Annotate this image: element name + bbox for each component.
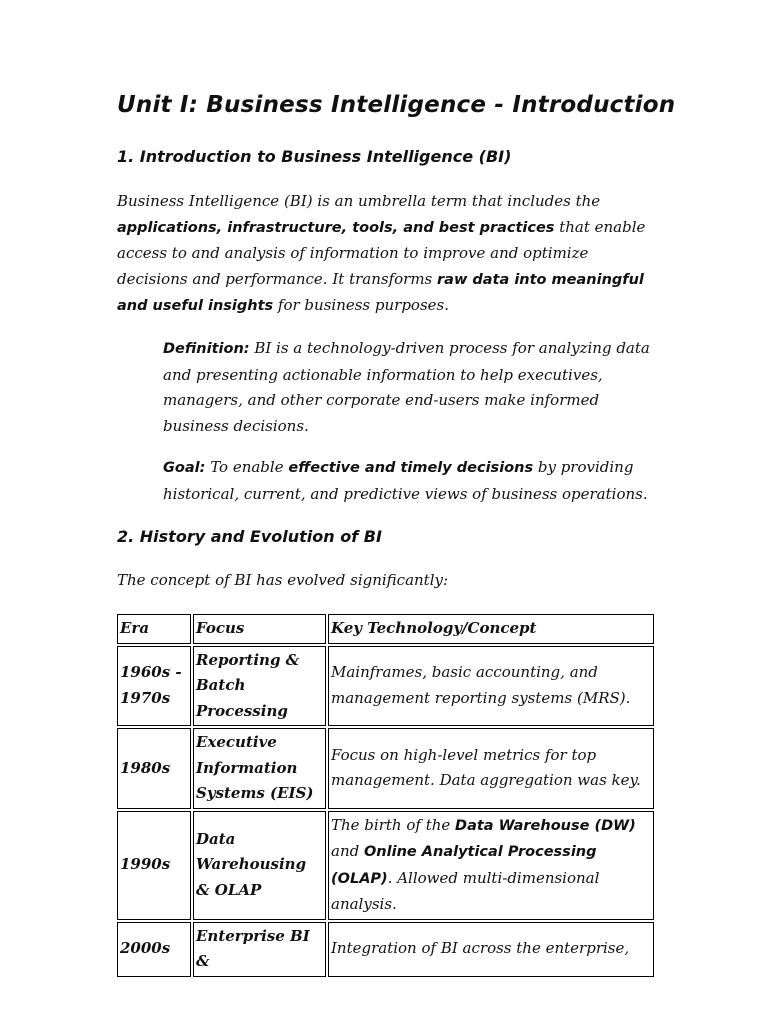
intro-paragraph [117,189,657,320]
table-row [117,922,654,977]
section-2-heading: 2. History and Evolution of BI [117,527,382,546]
concept-cell: Mainframes, basic accounting, and management reporting systems (MRS). [328,646,654,727]
era-cell: 1990s [117,811,191,920]
table-row [117,728,654,809]
era-cell: 2000s [117,922,191,977]
goal-text-2: by providing historical, current, and predictive views of business operations. [163,458,648,503]
definition-label: Definition: [163,341,250,357]
focus-cell: Reporting & Batch Processing [193,646,326,727]
concept-cell: Focus on high-level metrics for top management. Data aggregation was key. [328,728,654,809]
concept-text-1: The birth of the [331,815,456,834]
intro-text-1: Business Intelligence (BI) is an umbrella term that includes the [117,192,601,210]
history-intro: The concept of BI has evolved significantly: [117,571,449,589]
era-cell: 1980s [117,728,191,809]
header-era: Era [117,614,191,644]
document-title: Unit I: Business Intelligence - Introduction [117,92,676,118]
concept-cell: Integration of BI across the enterprise, [328,922,654,977]
concept-bold-2: Online Analytical Processing (OLAP) [331,844,597,887]
table-row [117,811,654,920]
definition-text: BI is a technology-driven process for analyzing data and presenting actionable information to help executives, managers, and other corporate end-users make informed business decisions. [163,339,650,435]
concept-bold-1: Data Warehouse (DW) [455,817,636,834]
concept-text-3: . Allowed multi-dimensional analysis. [331,868,600,913]
focus-cell: Executive Information Systems (EIS) [193,728,326,809]
header-concept: Key Technology/Concept [328,614,654,644]
history-table [115,612,656,979]
definition-paragraph [163,336,663,439]
concept-cell [328,811,654,920]
intro-text-2: that enable access to and analysis of information to improve and optimize decisions and performance. It transforms [117,217,646,288]
goal-label: Goal: [163,460,206,476]
goal-bold: effective and timely decisions [288,460,534,476]
era-cell: 1960s - 1970s [117,646,191,727]
focus-cell: Enterprise BI & [193,922,326,977]
concept-text-2: and [331,842,364,860]
table-header-row [117,614,654,644]
intro-bold-2: raw data into meaningful and useful insights [117,271,644,314]
intro-text-3: for business purposes. [273,296,449,314]
section-1-heading: 1. Introduction to Business Intelligence (BI) [117,147,512,166]
intro-bold-1: applications, infrastructure, tools, and best practices [117,219,555,236]
focus-cell: Data Warehousing & OLAP [193,811,326,920]
table-row [117,646,654,727]
goal-text-1: To enable [205,458,289,476]
header-focus: Focus [193,614,326,644]
goal-paragraph [163,455,663,507]
